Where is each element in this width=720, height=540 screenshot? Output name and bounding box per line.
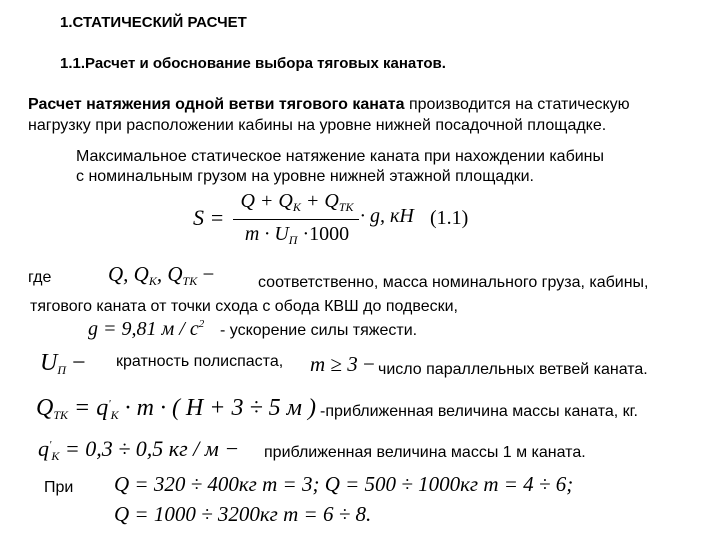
where-desc-line-1: соответственно, масса номинального груза, кабины, <box>258 274 649 291</box>
paragraph-1-line-1 <box>28 95 630 115</box>
u-dash: − <box>66 350 86 376</box>
qtk-lhs: Q <box>36 395 54 421</box>
u-symbol-text: U <box>40 350 58 376</box>
qk-lhs: q <box>38 436 49 461</box>
pri-line-2: Q = 1000 ÷ 3200кг m = 6 ÷ 8. <box>114 502 372 526</box>
pri-label: При <box>44 479 74 496</box>
numerator-sub-2: TK <box>338 200 354 214</box>
qtk-desc: -приближенная величина массы каната, кг. <box>320 403 638 420</box>
m-dash: − <box>357 352 375 376</box>
where-desc-line-2: тягового каната от точки схода с обода КВШ до подвески, <box>30 298 458 315</box>
qtk-q-sub: K <box>110 408 119 422</box>
qk-lhs-sub: K <box>51 449 60 463</box>
g-desc: - ускорение силы тяжести. <box>220 322 418 339</box>
symbols-part-2: , Q <box>156 262 183 286</box>
where-label: где <box>28 269 52 286</box>
qk-formula <box>38 436 239 464</box>
where-symbols <box>108 262 214 289</box>
formula-tail: · g, кН <box>360 205 414 227</box>
qtk-formula <box>36 395 316 423</box>
numerator-part-1: Q + Q <box>240 190 293 212</box>
qtk-lhs-sub: TK <box>53 408 69 422</box>
m-expression <box>310 352 375 377</box>
numerator-sub-1: K <box>292 200 301 214</box>
paragraph-2-line-1: Максимальное статическое натяжение каната при нахождении кабины <box>76 148 605 165</box>
fraction-bar <box>233 219 359 220</box>
qk-lhs-sup: ' <box>49 439 52 451</box>
paragraph-2-line-2: с номинальным грузом на уровне нижней этажной площадки. <box>76 168 534 185</box>
symbols-part-1: Q, Q <box>108 262 149 286</box>
m-expression-text: m ≥ 3 <box>310 352 358 376</box>
g-formula <box>88 318 204 341</box>
u-symbol <box>40 350 86 378</box>
section-title: 1.СТАТИЧЕСКИЙ РАСЧЕТ <box>60 14 247 31</box>
symbols-sub-1: K <box>148 274 157 288</box>
formula-numerator <box>233 190 361 215</box>
m-desc: число параллельных ветвей каната. <box>378 361 648 378</box>
pri-line-1: Q = 320 ÷ 400кг m = 3; Q = 500 ÷ 1000кг m = 4 ÷ 6; <box>114 472 574 496</box>
symbols-dash: − <box>197 262 215 286</box>
qtk-q-sup: ' <box>108 398 111 410</box>
u-symbol-sub: П <box>57 363 67 377</box>
qtk-eq: = q <box>68 395 109 421</box>
paragraph-1-line-2: нагрузку при расположении кабины на уровне нижней посадочной площадке. <box>28 117 607 134</box>
qtk-rest: · m · ( H + 3 ÷ 5 м ) <box>118 395 316 421</box>
subsection-title: 1.1.Расчет и обоснование выбора тяговых канатов. <box>60 55 446 72</box>
denominator-tail: ·1000 <box>297 223 350 245</box>
denominator-sub: П <box>288 233 298 247</box>
g-formula-text: g = 9,81 м / с <box>88 318 199 340</box>
u-desc: кратность полиспаста, <box>116 353 284 370</box>
symbols-sub-2: TK <box>182 274 198 288</box>
numerator-part-2: + Q <box>300 190 339 212</box>
paragraph-1-bold: Расчет натяжения одной ветви тягового каната <box>28 96 405 113</box>
g-formula-sup: 2 <box>198 318 205 330</box>
denominator-part-1: m · U <box>244 223 289 245</box>
formula-lhs: S = <box>193 205 225 230</box>
formula-number: (1.1) <box>430 207 469 229</box>
paragraph-1-rest: производится на статическую <box>404 96 630 113</box>
qk-rest: = 0,3 ÷ 0,5 кг / м − <box>59 436 240 461</box>
formula-denominator <box>233 223 361 248</box>
qk-desc: приближенная величина массы 1 м каната. <box>264 444 586 461</box>
